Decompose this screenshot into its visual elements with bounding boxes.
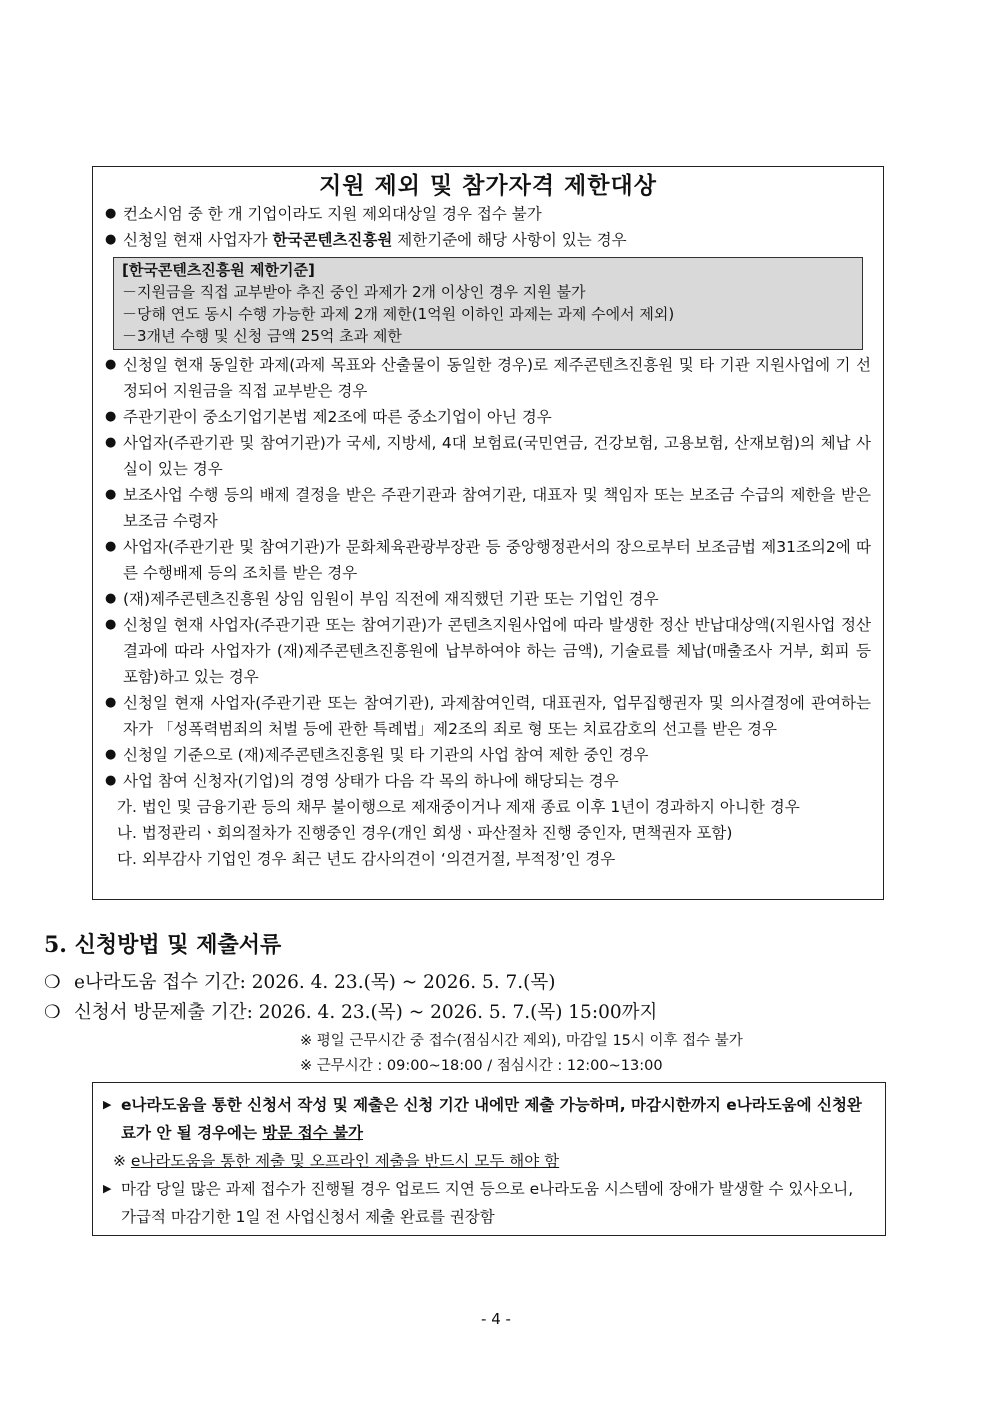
bullet-icon: ● bbox=[105, 591, 117, 606]
criteria-line: －3개년 수행 및 신청 금액 25억 초과 제한 bbox=[122, 327, 402, 345]
period-line: ❍ e나라도움 접수 기간: 2026. 4. 23.(목) ~ 2026. 5. 7.(목) bbox=[44, 972, 556, 993]
list-item: ● 주관기관이 중소기업기본법 제2조에 따른 중소기업이 아닌 경우 bbox=[93, 404, 883, 430]
circle-bullet-icon: ❍ bbox=[44, 972, 61, 993]
restriction-box-title: 지원 제외 및 참가자격 제한대상 bbox=[319, 173, 657, 199]
list-item: ● (재)제주콘텐츠진흥원 상임 임원이 부임 직전에 재직했던 기관 또는 기업인 경우 bbox=[93, 586, 883, 612]
list-item: ● 신청일 기준으로 (재)제주콘텐츠진흥원 및 타 기관의 사업 참여 제한 중인 경우 bbox=[93, 742, 883, 768]
notice-item: ▶ e나라도움을 통한 신청서 작성 및 제출은 신청 기간 내에만 제출 가능하며, 마감시한까지 e나라도움에 신청완료가 안 될 경우에는 방문 접수 불가 bbox=[93, 1091, 885, 1147]
sub-list-item: 가. 법인 및 금융기관 등의 채무 불이행으로 제재중이거나 제재 종료 이후 1년이 경과하지 아니한 경우 bbox=[117, 798, 800, 816]
list-item: ● 신청일 현재 사업자가 한국콘텐츠진흥원 제한기준에 해당 사항이 있는 경우 bbox=[93, 227, 883, 253]
list-item: ● 사업 참여 신청자(기업)의 경영 상태가 다음 각 목의 하나에 해당되는 경우 bbox=[93, 768, 883, 794]
sub-list-item: 나. 법정관리ㆍ회의절차가 진행중인 경우(개인 회생ㆍ파산절차 진행 중인자, 면책권자 포함) bbox=[117, 824, 733, 842]
bullet-icon: ● bbox=[105, 232, 117, 247]
bullet-icon: ● bbox=[105, 357, 117, 372]
criteria-line: －지원금을 직접 교부받아 추진 중인 과제가 2개 이상인 경우 지원 불가 bbox=[122, 283, 586, 301]
bullet-icon: ● bbox=[105, 695, 117, 710]
bullet-icon: ● bbox=[105, 409, 117, 424]
list-item: ● 사업자(주관기관 및 참여기관)가 문화체육관광부장관 등 중앙행정관서의 장으로부터 보조금법 제31조의2에 따른 수행배제 등의 조치를 받은 경우 bbox=[93, 534, 883, 586]
list-item: ● 신청일 현재 사업자(주관기관 또는 참여기관), 과제참여인력, 대표권자, 업무집행권자 및 의사결정에 관여하는 자가 「성폭력범죄의 처벌 등에 관한 특례법」제2조의 죄로 형 또는 치료감호의 선고를 받은 경우 bbox=[93, 690, 883, 742]
bullet-icon: ● bbox=[105, 435, 117, 450]
kocca-criteria-box bbox=[113, 257, 863, 350]
criteria-line: －당해 연도 동시 수행 가능한 과제 2개 제한(1억원 이하인 과제는 과제 수에서 제외) bbox=[122, 305, 675, 323]
bullet-icon: ● bbox=[105, 539, 117, 554]
list-item: ● 신청일 현재 사업자(주관기관 또는 참여기관)가 콘텐츠지원사업에 따라 발생한 정산 반납대상액(지원사업 정산결과에 따라 사업자가 (재)제주콘텐츠진흥원에 납부하여야 하는 금액), 기술료를 체납(매출조사 거부, 회피 등 포함)하고 있는 경우 bbox=[93, 612, 883, 690]
page-number: - 4 - bbox=[481, 1310, 511, 1328]
list-item: ● 신청일 현재 동일한 과제(과제 목표와 산출물이 동일한 경우)로 제주콘텐츠진흥원 및 타 기관 지원사업에 기 선정되어 지원금을 직접 교부받은 경우 bbox=[93, 352, 883, 404]
bullet-icon: ● bbox=[105, 206, 117, 221]
sub-list-item: 다. 외부감사 기업인 경우 최근 년도 감사의견이 ‘의견거절, 부적정’인 경우 bbox=[117, 850, 616, 868]
notice-item: ▶ 마감 당일 많은 과제 접수가 진행될 경우 업로드 지연 등으로 e나라도움 시스템에 장애가 발생할 수 있사오니, 가급적 마감기한 1일 전 사업신청서 제출 완료를 권장함 bbox=[93, 1175, 885, 1231]
bullet-icon: ● bbox=[105, 617, 117, 632]
circle-bullet-icon: ❍ bbox=[44, 1002, 61, 1023]
kocca-criteria-title: [한국콘텐츠진흥원 제한기준] bbox=[122, 261, 315, 279]
list-item: ● 보조사업 수행 등의 배제 결정을 받은 주관기관과 참여기관, 대표자 및 책임자 또는 보조금 수급의 제한을 받은 보조금 수령자 bbox=[93, 482, 883, 534]
list-item: ● 사업자(주관기관 및 참여기관)가 국세, 지방세, 4대 보험료(국민연금, 건강보험, 고용보험, 산재보험)의 체납 사실이 있는 경우 bbox=[93, 430, 883, 482]
triangle-bullet-icon: ▶ bbox=[103, 1098, 112, 1111]
bullet-icon: ● bbox=[105, 487, 117, 502]
section-heading: 5. 신청방법 및 제출서류 bbox=[44, 932, 282, 958]
notice-reference: ※ e나라도움을 통한 제출 및 오프라인 제출을 반드시 모두 해야 함 bbox=[113, 1152, 560, 1170]
bullet-icon: ● bbox=[105, 773, 117, 788]
bullet-icon: ● bbox=[105, 747, 117, 762]
restriction-box bbox=[92, 166, 884, 900]
note-line: ※ 평일 근무시간 중 접수(점심시간 제외), 마감일 15시 이후 접수 불가 bbox=[300, 1033, 743, 1049]
period-line: ❍ 신청서 방문제출 기간: 2026. 4. 23.(목) ~ 2026. 5. 7.(목) 15:00까지 bbox=[44, 1002, 658, 1023]
note-line: ※ 근무시간 : 09:00~18:00 / 점심시간 : 12:00~13:00 bbox=[300, 1058, 663, 1074]
notice-box bbox=[92, 1082, 886, 1236]
triangle-bullet-icon: ▶ bbox=[103, 1182, 112, 1195]
list-item: ● 컨소시엄 중 한 개 기업이라도 지원 제외대상일 경우 접수 불가 bbox=[93, 201, 883, 227]
